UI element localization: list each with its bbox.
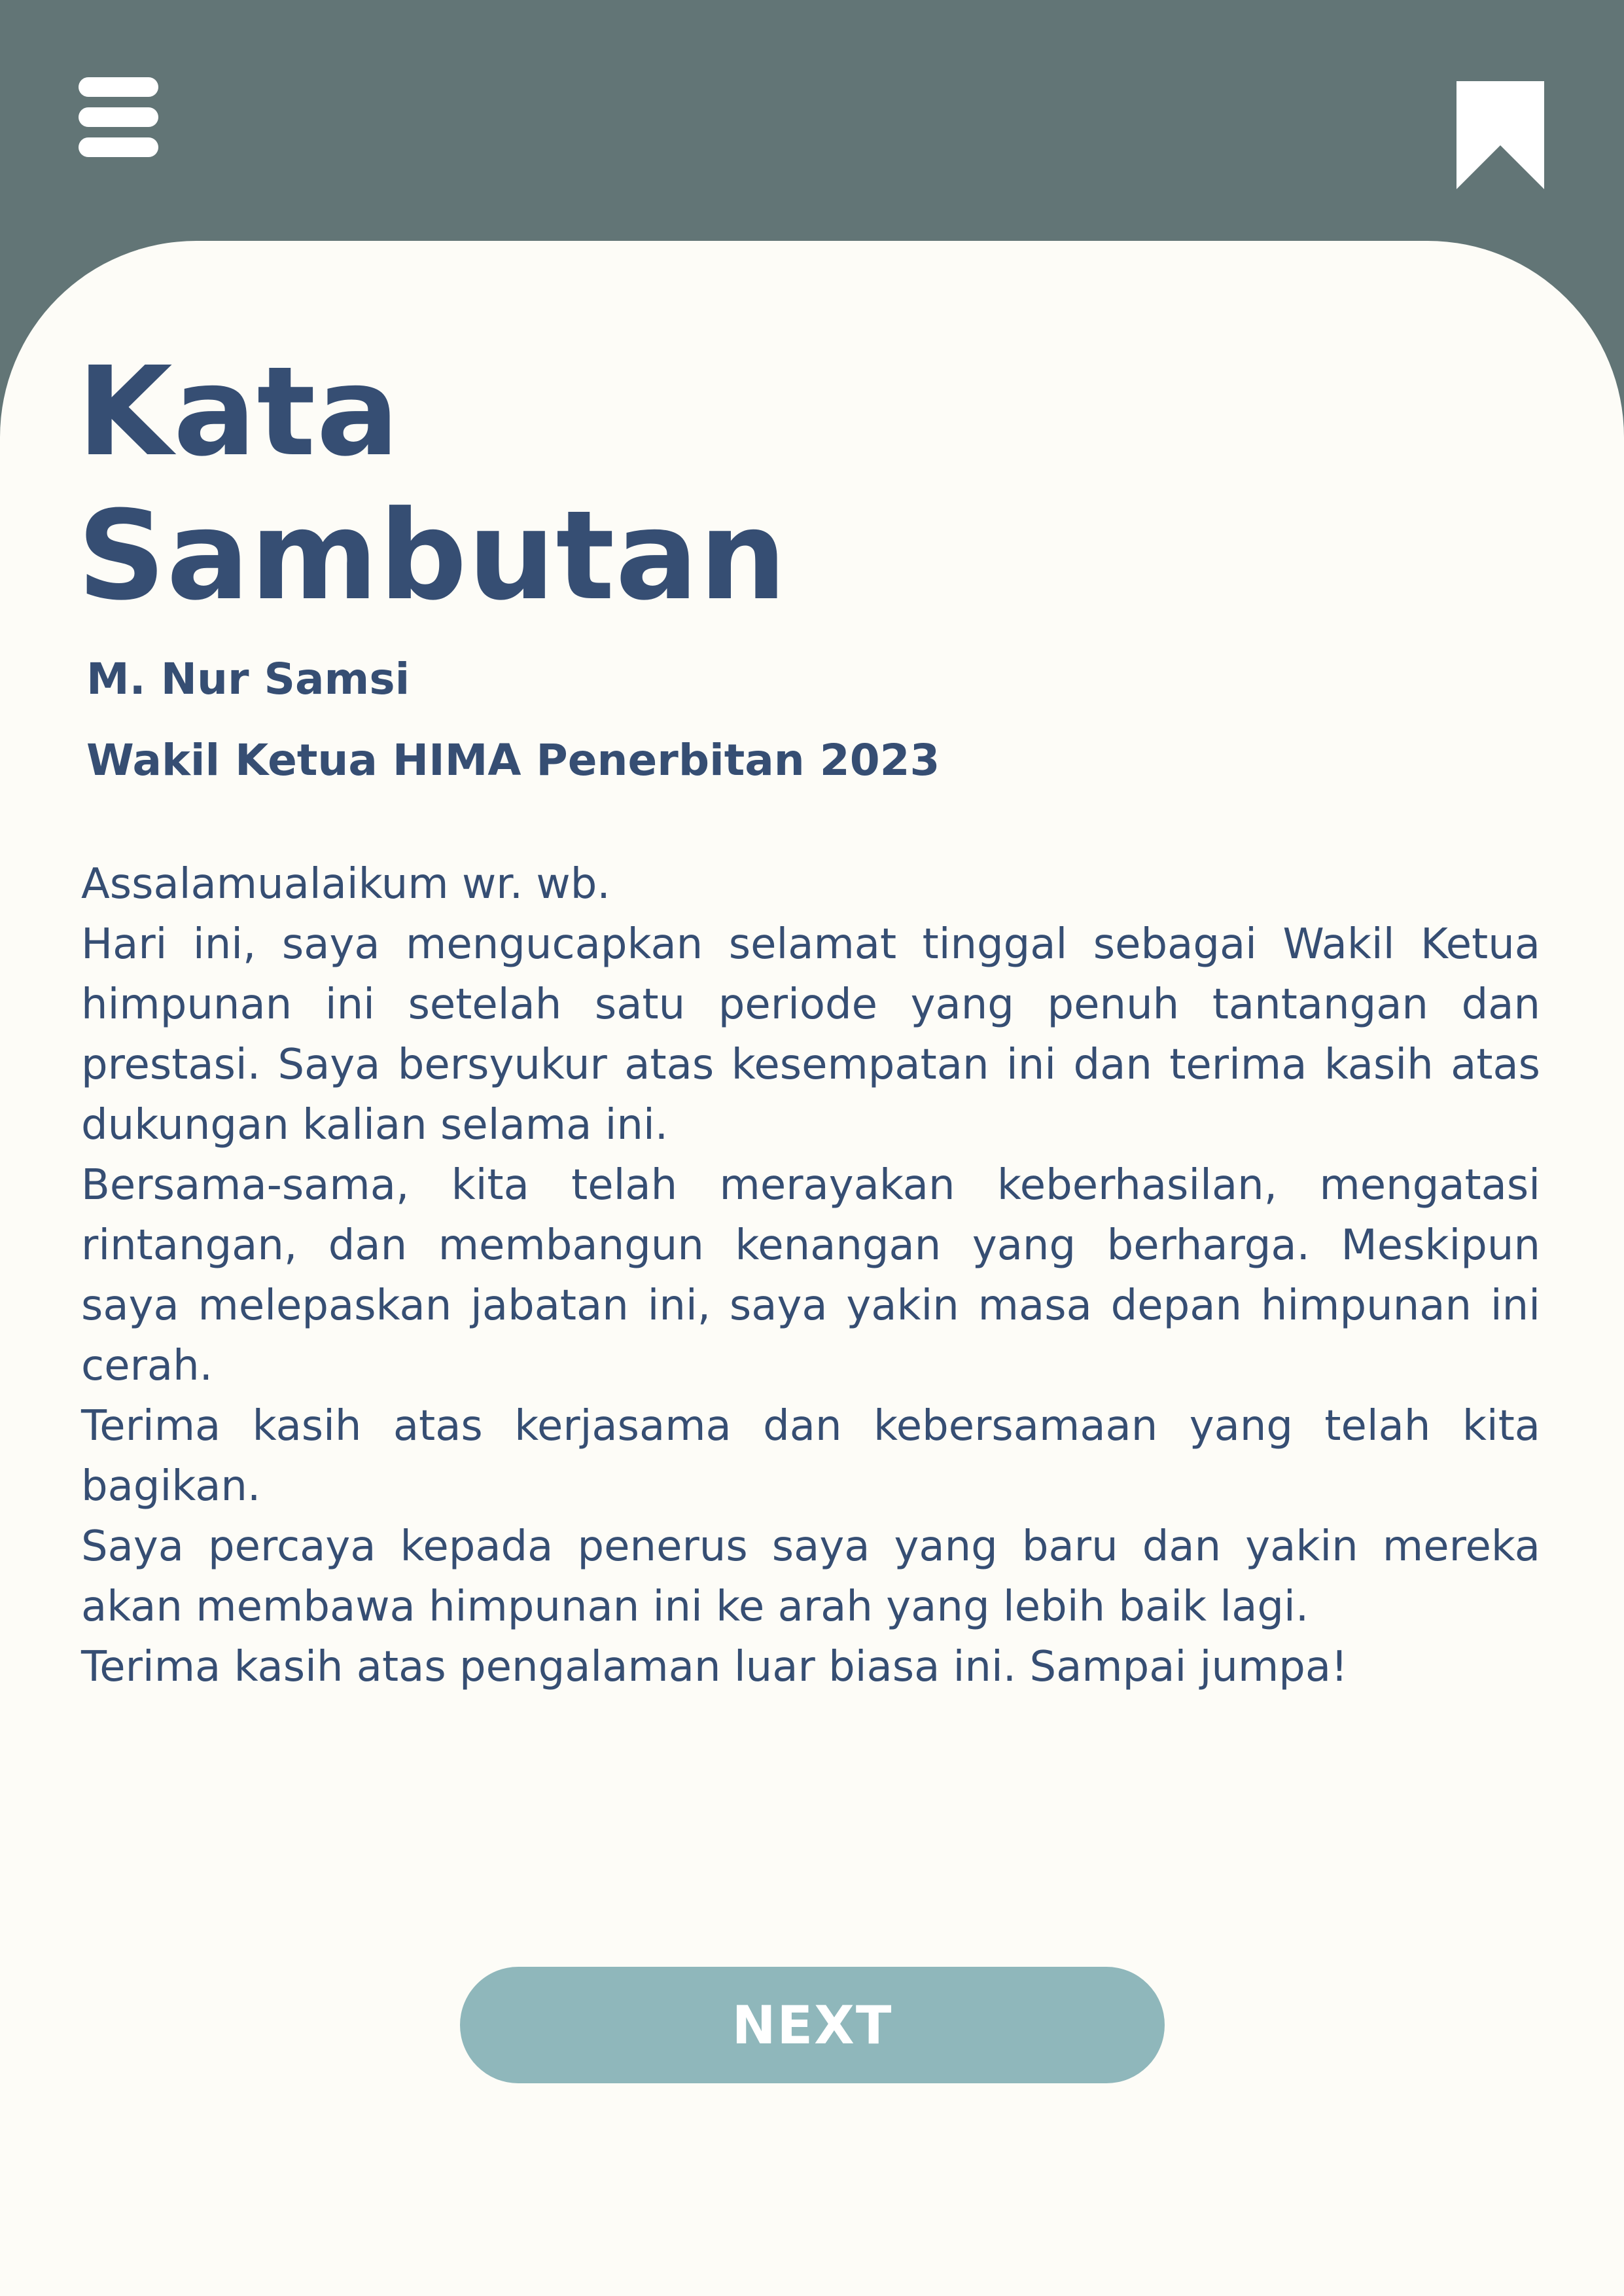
page-title-line-1: Kata: [77, 340, 400, 484]
bookmark-icon[interactable]: [1456, 81, 1544, 189]
speech-closing: Terima kasih atas pengalaman luar biasa ini. Sampai jumpa!: [81, 1643, 1348, 1691]
speech-paragraph: Terima kasih atas kerjasama dan kebersamaan yang telah kita bagikan.: [81, 1402, 1540, 1511]
page-title-line-2: Sambutan: [77, 484, 788, 628]
author-name: M. Nur Samsi: [86, 654, 410, 704]
page-title: [77, 340, 787, 628]
hamburger-menu-icon[interactable]: [79, 77, 160, 158]
speech-body: [81, 854, 1540, 1697]
speech-paragraph: Bersama-sama, kita telah merayakan keberhasilan, mengatasi rintangan, dan membangun kenangan yang berharga. Meskipun saya melepaskan jabatan ini, saya yakin masa depan himpunan ini cerah.: [81, 1161, 1540, 1390]
speech-paragraph: Saya percaya kepada penerus saya yang baru dan yakin mereka akan membawa himpunan ini ke arah yang lebih baik lagi.: [81, 1522, 1540, 1631]
speech-greeting: Assalamualaikum wr. wb.: [81, 860, 610, 908]
speech-paragraph: Hari ini, saya mengucapkan selamat tinggal sebagai Wakil Ketua himpunan ini setelah satu periode yang penuh tantangan dan prestasi. Saya bersyukur atas kesempatan ini dan terima kasih atas dukungan kalian selama ini.: [81, 920, 1540, 1149]
author-role: Wakil Ketua HIMA Penerbitan 2023: [86, 735, 940, 785]
next-button[interactable]: NEXT: [460, 1967, 1165, 2083]
